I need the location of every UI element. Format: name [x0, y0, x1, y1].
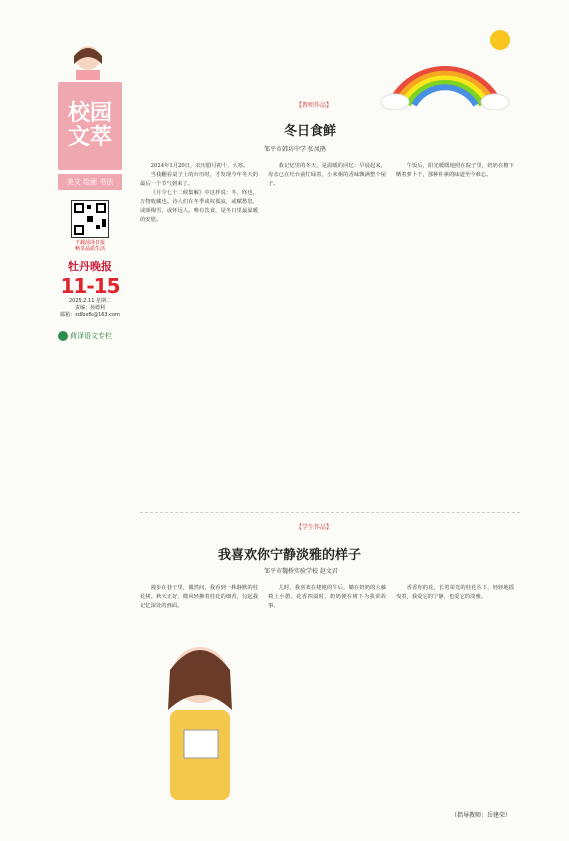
article-divider: [140, 512, 520, 513]
article1-col-2: [268, 162, 386, 502]
qr-label-1: 下载菏泽日报: [74, 240, 105, 246]
column-banner: [58, 82, 122, 170]
girl-reading-illustration: [140, 620, 260, 810]
article1-paragraph: 我记忆里的冬天，是温暖的回忆：早晨起来，母亲已在灶台前忙碌着，小米粥的香味飘满整个屋子。: [268, 163, 386, 187]
article2-paragraph: 漫步在巷子里，偶然间，我看到一株静默的桂花树。秋天正好，微风轻拂着桂花的细香，勾起我记忆深处的画面。: [140, 585, 258, 609]
article2-col-1: [140, 584, 258, 624]
article1-title: 冬日食鲜: [284, 124, 337, 139]
article2-col-3: [396, 584, 514, 804]
rainbow-illustration: [380, 20, 510, 110]
paper-logo: 牡丹晚报: [68, 260, 112, 273]
page-number: 11-15: [60, 274, 120, 298]
article2-col-2: [268, 584, 386, 804]
article2-byline: 邹平市魏桥实验学校 赵文君: [264, 568, 338, 575]
qr-code-icon[interactable]: [71, 200, 109, 238]
article1-paragraph: 午饭后，阳光暖暖地照在院子里，奶奶在檐下晒着萝卜干，那种朴素的味道至今难忘。: [396, 163, 514, 178]
article2-paragraph: 香香你的花，长着荣光的桂花丛下，轻轻地摇曳着，我爱它的宁静，也爱它的淡雅。: [396, 585, 514, 600]
article2-tag: 【学生作品】: [296, 524, 333, 531]
article1-col-1: [140, 162, 258, 502]
article1-paragraph: 当我翻看桌子上的台历时，才发现今年冬天的最后一个节气到来了。: [140, 172, 258, 187]
column-title: 校园文萃: [67, 101, 112, 150]
masthead-meta: [58, 298, 122, 319]
qr-label: [58, 240, 122, 252]
article2-title: 我喜欢你宁静淡雅的样子: [218, 548, 362, 563]
email: 邮箱：sdlbxfk@163.com: [60, 312, 120, 318]
brand-icon: [58, 331, 68, 341]
article2-signature: （指导教师：岳建荣）: [450, 812, 511, 819]
article1-paragraph: 《月令七十二候集解》中这样说：冬，终也，万物收藏也。诗人们在冬季或叹孤寂，或赋愁思，或颂梅雪，或怀远人。唯有饮食，是冬日里最温暖的安慰。: [140, 190, 258, 223]
article1-col-3: [396, 162, 514, 502]
brand-logo: [58, 331, 122, 341]
brand-name: 荷泽语文专栏: [70, 332, 112, 340]
girl-illustration: [58, 40, 118, 80]
qr-label-2: 畅享品质生活: [74, 246, 105, 252]
article1-tag: 【教师作品】: [296, 102, 333, 109]
article1-byline: 邹平市韩坊中学 张凤鹃: [264, 146, 326, 153]
issue-date: 2025.2.11 星期二: [68, 298, 112, 304]
article2-paragraph: 儿时，我喜欢在姥姥的牛后，躺在奶奶的大藤椅上小憩。花香四溢时，奶奶便在树下为我讲故事。: [268, 585, 386, 609]
article1-paragraph: 2024年1月20日，农历腊月初十，大寒。: [150, 163, 249, 169]
column-tagline: 美文 绘画 书法: [58, 174, 122, 190]
editor: 责编：孙德利: [74, 305, 105, 311]
left-sidebar: [58, 40, 122, 341]
